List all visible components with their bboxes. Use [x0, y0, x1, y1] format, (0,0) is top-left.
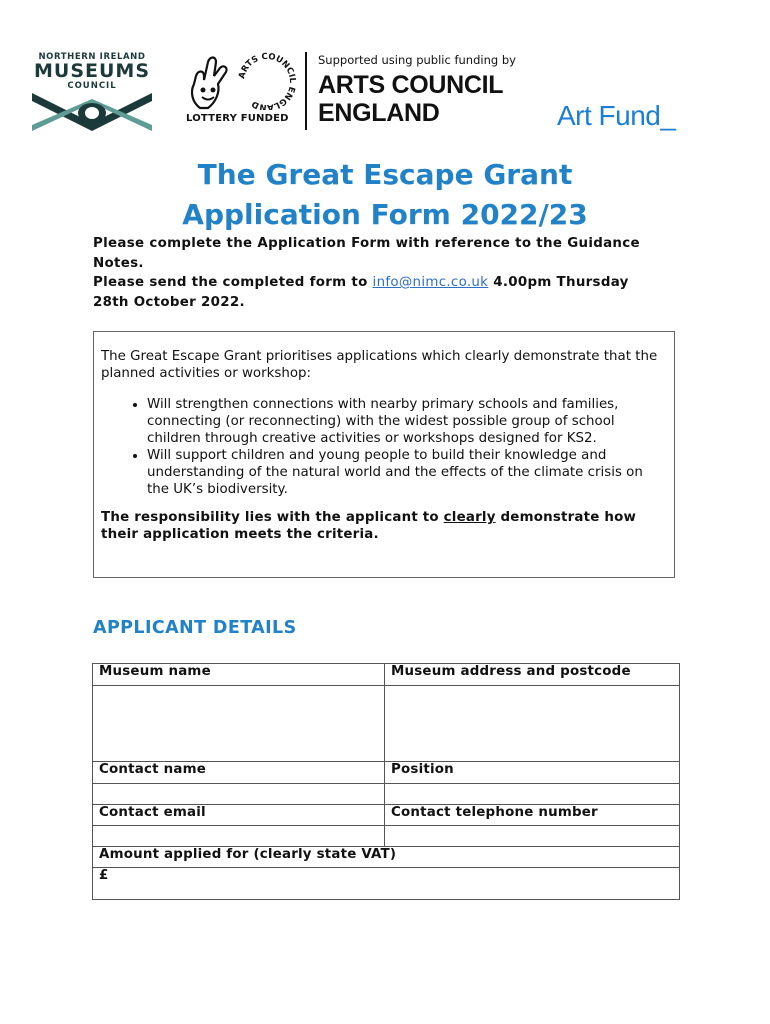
- applicant-details-table: [92, 663, 680, 900]
- intro-instructions: [93, 234, 653, 312]
- nimc-logo-line1: NORTHERN IRELAND: [38, 52, 146, 62]
- arts-council-subtitle: Supported using public funding by: [318, 53, 516, 67]
- page-title: [0, 155, 770, 235]
- page-title-line1: The Great Escape Grant: [197, 158, 573, 191]
- arts-council-ring-icon: [236, 52, 298, 110]
- responsibility-note: [101, 509, 666, 543]
- museum-address-label: Museum address and postcode: [385, 664, 680, 686]
- arts-council-logo: [318, 53, 548, 127]
- art-fund-logo: Art Fund_: [557, 100, 676, 131]
- position-label: Position: [385, 762, 680, 784]
- email-link[interactable]: info@nimc.co.uk: [372, 275, 489, 290]
- eye-icon: [28, 91, 156, 133]
- arts-council-line2: ENGLAND: [318, 99, 440, 127]
- applicant-details-heading: APPLICANT DETAILS: [93, 618, 297, 638]
- amount-label: Amount applied for (clearly state VAT): [93, 847, 680, 868]
- intro-line1: Please complete the Application Form with reference to the Guidance Notes.: [93, 236, 640, 271]
- intro-deadline-text: 4.00pm Thursday 28th October 2022.: [93, 275, 629, 310]
- nimc-logo-line3: COUNCIL: [67, 81, 117, 91]
- responsibility-emphasis: clearly: [443, 510, 496, 525]
- criteria-box: [93, 331, 675, 578]
- responsibility-text-end: demonstrate how their application meets the criteria.: [101, 510, 637, 542]
- contact-phone-label: Contact telephone number: [385, 805, 680, 826]
- nimc-logo: [26, 52, 158, 132]
- contact-phone-field[interactable]: [385, 826, 680, 847]
- intro-send-text: Please send the completed form to: [93, 275, 368, 290]
- currency-symbol: £: [99, 868, 109, 883]
- museum-address-field[interactable]: [385, 686, 680, 762]
- responsibility-text-start: The responsibility lies with the applicant to: [101, 510, 439, 525]
- amount-field[interactable]: [93, 868, 680, 900]
- intro-line2: [93, 273, 653, 312]
- nimc-logo-line2: MUSEUMS: [33, 60, 151, 82]
- criteria-bullet: • Will support children and young people to build their knowledge and understanding of the natural world and the effects of the climate crisis on the UK’s biodiversity.: [147, 447, 666, 498]
- criteria-list: [101, 396, 666, 498]
- lottery-caption: LOTTERY FUNDED: [186, 113, 289, 124]
- logo-divider: [305, 52, 307, 130]
- museum-name-field[interactable]: [93, 686, 385, 762]
- position-field[interactable]: [385, 784, 680, 805]
- svg-text:ARTS COUNCIL ENGLAND: ARTS COUNCIL ENGLAND: [237, 52, 298, 110]
- museum-name-label: Museum name: [93, 664, 385, 686]
- arts-council-line1: ARTS COUNCIL: [318, 71, 504, 99]
- lottery-logo: [186, 52, 302, 128]
- contact-name-label: Contact name: [93, 762, 385, 784]
- contact-email-label: Contact email: [93, 805, 385, 826]
- criteria-lead: The Great Escape Grant prioritises applications which clearly demonstrate that the planned activities or workshop:: [101, 349, 658, 381]
- page-title-line2: Application Form 2022/23: [182, 198, 588, 231]
- contact-name-field[interactable]: [93, 784, 385, 805]
- contact-email-field[interactable]: [93, 826, 385, 847]
- criteria-bullet: • Will strengthen connections with nearby primary schools and families, connecting (or reconnecting) with the widest possible group of school children through creative activities or workshops designed for KS2.: [147, 396, 666, 447]
- crossed-fingers-icon: [186, 54, 230, 110]
